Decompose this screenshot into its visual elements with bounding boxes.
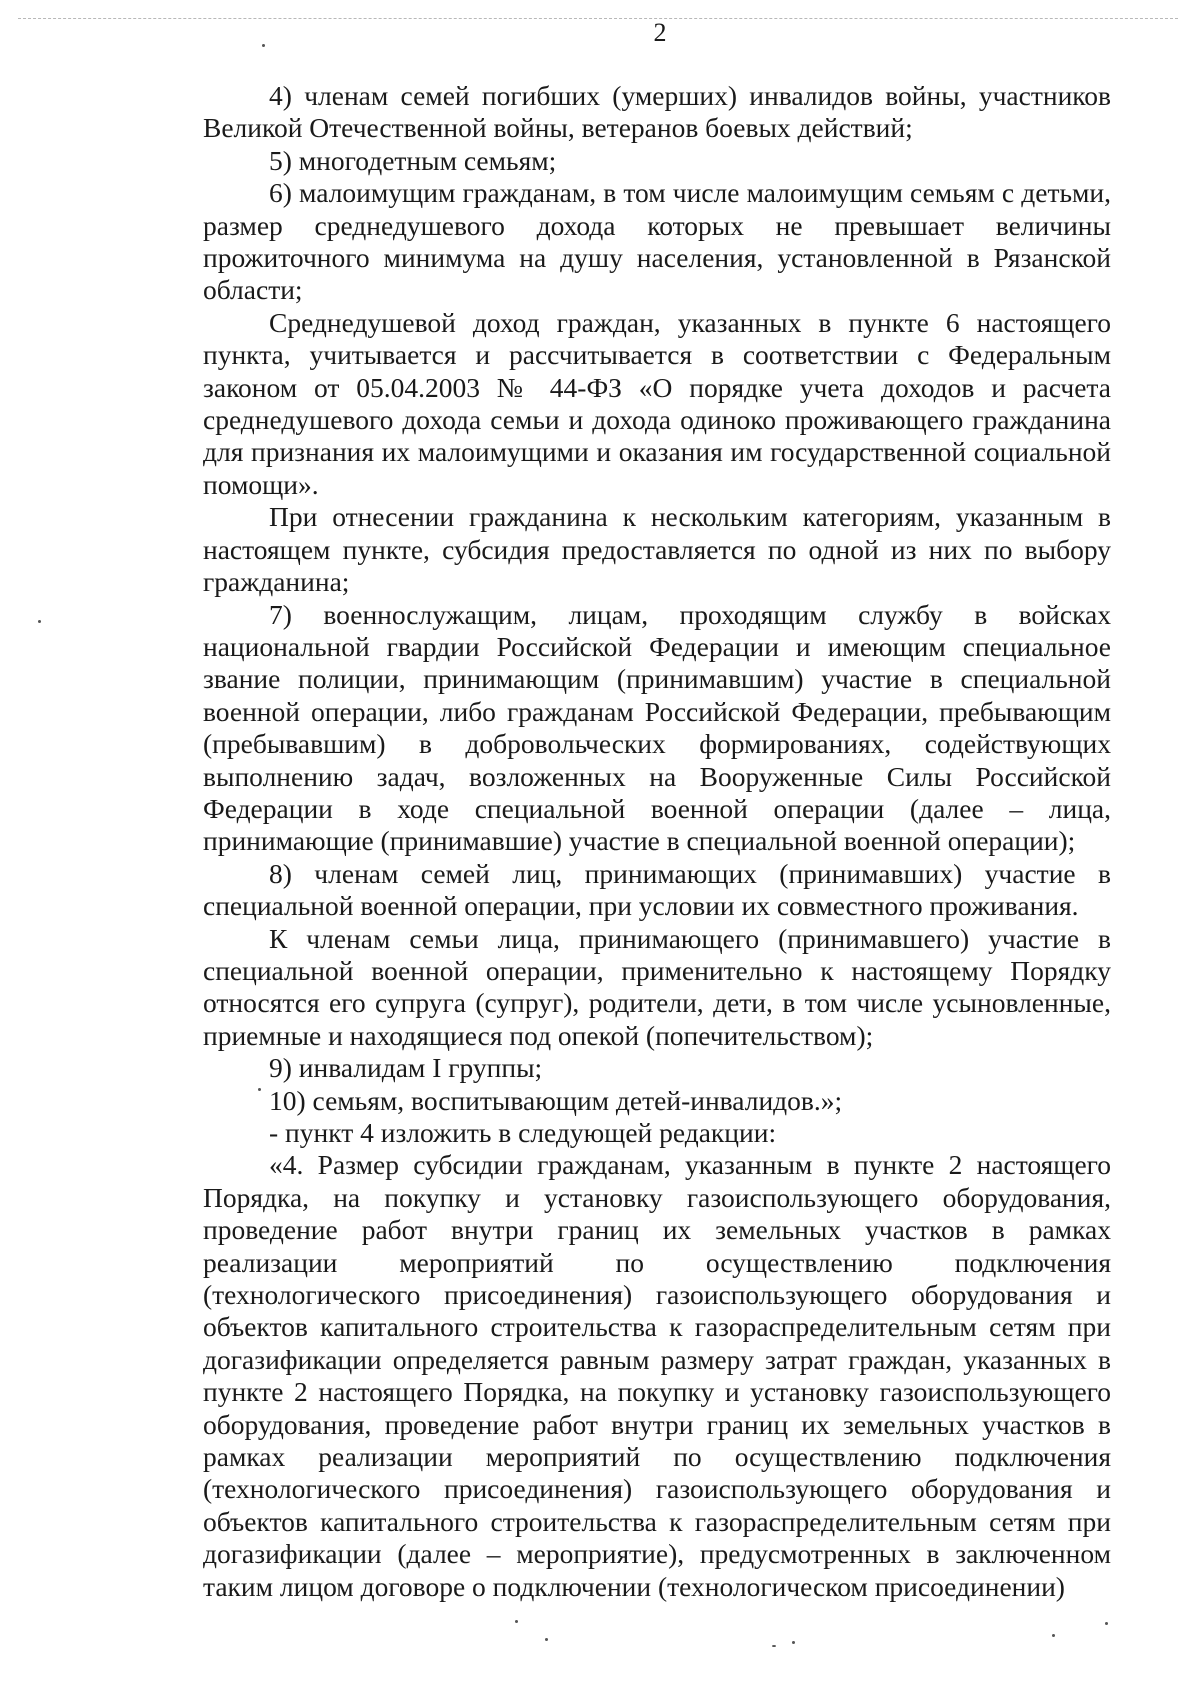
document-body bbox=[203, 80, 1111, 1603]
paragraph-item-5: 5) многодетным семьям; bbox=[269, 144, 557, 176]
scan-speck bbox=[1105, 1622, 1108, 1625]
paragraph-item-6: 6) малоимущим гражданам, в том числе малоимущим семьям с детьми, размер среднедушевого дохода которых не превышает величины прожиточного минимума на душу населения, установленной в Рязанской области; bbox=[203, 177, 1111, 306]
paragraph-category-note: При отнесении гражданина к нескольким категориям, указанным в настоящем пункте, субсидия предоставляется по одной из них по выбору гражданина; bbox=[203, 501, 1111, 598]
paragraph-item-9: 9) инвалидам I группы; bbox=[269, 1052, 543, 1084]
paragraph-item-10: 10) семьям, воспитывающим детей-инвалидов.»; bbox=[269, 1084, 843, 1116]
page-number: 2 bbox=[653, 18, 667, 47]
scan-speck bbox=[38, 620, 41, 623]
paragraph-family-members-note: К членам семьи лица, принимающего (принимавшего) участие в специальной военной операции, применительно к настоящему Порядку относятся его супруга (супруг), родители, дети, в том числе усыновленные, приемные и находящиеся под опекой (попечительством); bbox=[203, 922, 1111, 1051]
paragraph-point-4-text: «4. Размер субсидии гражданам, указанным в пункте 2 настоящего Порядка, на покупку и установку газоиспользующего оборудования, проведение работ внутри границ их земельных участков в рамках реализации мероприятий по осуществлению подключения (технологического присоединения) газоиспользующего оборудования и объектов капитального строительства к газораспределительным сетям при догазификации определяется равным размеру затрат граждан, указанных в пункте 2 настоящего Порядка, на покупку и установку газоиспользующего оборудования, проведение работ внутри границ их земельных участков в рамках реализации мероприятий по осуществлению подключения (технологического присоединения) газоиспользующего оборудования и объектов капитального строительства к газораспределительным сетям при догазификации (далее – мероприятие), предусмотренных в заключенном таким лицом договоре о подключении (технологическом присоединении) bbox=[203, 1149, 1111, 1602]
scan-speck bbox=[1052, 1634, 1055, 1637]
scan-speck bbox=[262, 44, 265, 47]
paragraph-amendment-point-4: - пункт 4 изложить в следующей редакции: bbox=[269, 1117, 777, 1148]
scan-speck bbox=[545, 1638, 548, 1641]
paragraph-income-note: Среднедушевой доход граждан, указанных в пункте 6 настоящего пункта, учитывается и рассчитывается в соответствии с Федеральным законом от 05.04.2003 № 44-ФЗ «О порядке учета доходов и расчета среднедушевого дохода семьи и дохода одиноко проживающего гражданина для признания их малоимущими и оказания им государственной социальной помощи». bbox=[203, 306, 1111, 500]
paragraph-item-7: 7) военнослужащим, лицам, проходящим службу в войсках национальной гвардии Российской Федерации и имеющим специальное звание полиции, принимающим (принимавшим) участие в специальной военной операции, либо гражданам Российской Федерации, пребывающим (пребывавшим) в добровольческих формированиях, содействующих выполнению задач, возложенных на Вооруженные Силы Российской Федерации в ходе специальной военной операции (далее – лица, принимающие (принимавшие) участие в специальной военной операции); bbox=[203, 598, 1111, 857]
scan-speck bbox=[792, 1641, 795, 1644]
scan-speck bbox=[772, 1645, 776, 1647]
scan-speck bbox=[515, 1620, 518, 1623]
paragraph-item-4: 4) членам семей погибших (умерших) инвалидов войны, участников Великой Отечественной войны, ветеранов боевых действий; bbox=[203, 80, 1111, 144]
paragraph-item-8: 8) членам семей лиц, принимающих (принимавших) участие в специальной военной операции, при условии их совместного проживания. bbox=[203, 857, 1111, 922]
scan-speck bbox=[258, 1088, 261, 1091]
